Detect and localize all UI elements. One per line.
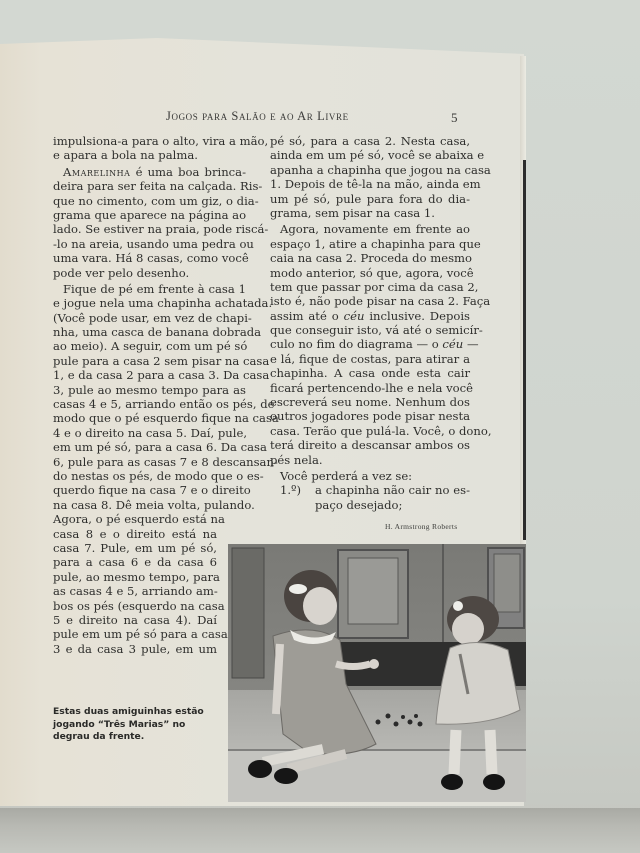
text-line: caia na casa 2. Proceda do mesmo — [270, 251, 473, 266]
text-line: 1, e da casa 2 para a casa 3. Da casa — [53, 368, 270, 383]
text-line: assim até o céu inclusive. Depois — [270, 308, 471, 323]
text-line: lado. Se estiver na praia, pode riscá- — [53, 222, 269, 237]
text-line: Agora, o pé esquerdo está na — [53, 512, 225, 527]
text-line: querdo fique na casa 7 e o direito — [53, 483, 251, 498]
text-line: ao meio). A seguir, com um pé só — [53, 339, 248, 354]
text-line: pode ver pelo desenho. — [53, 265, 190, 280]
text-line: 4 e o direito na casa 5. Daí, pule, — [53, 425, 248, 440]
text-line: que conseguir isto, vá até o semicír- — [270, 323, 483, 338]
text-line: 3 e da casa 3 pule, em um — [53, 641, 217, 656]
text-line: pule para a casa 2 sem pisar na casa — [53, 353, 270, 368]
text-line: na casa 8. Dê meia volta, pulando. — [53, 497, 255, 512]
text-line: casas 4 e 5, arriando então os pés, de — [53, 397, 275, 412]
text-line: pé só, para a casa 2. Nesta casa, — [270, 134, 470, 148]
text-line: Amarelinha é uma boa brinca- — [63, 164, 246, 179]
text-line: paço desejado; — [315, 497, 403, 512]
text-line: tem que passar por cima da casa 2, — [270, 279, 479, 294]
text-line: outros jogadores pode pisar nesta — [270, 409, 471, 424]
text-line: nha, uma casca de banana dobrada — [53, 325, 262, 340]
text-line: bos os pés (esquerdo na casa — [53, 598, 225, 613]
text-line: impulsiona-a para o alto, vira a mão, — [53, 134, 269, 148]
text-line: casa 8 e o direito está na — [53, 526, 217, 541]
right-column — [270, 134, 492, 512]
photo-caption: Estas duas amiguinhas estão jogando “Três Marias” no degrau da frente. — [53, 706, 204, 742]
text-line: chapinha. A casa onde esta cair — [270, 366, 470, 381]
text-line: casa. Terão que pulá-la. Você, o dono, — [270, 423, 492, 438]
text-line: ficará pertencendo-lhe e nela você — [270, 380, 474, 395]
text-line: grama, sem pisar na casa 1. — [270, 205, 435, 220]
text-line: deira para ser feita na calçada. Ris- — [53, 179, 263, 194]
text-line: Você perderá a vez se: — [280, 468, 413, 483]
text-line: modo que o pé esquerdo fique na casa — [53, 411, 279, 426]
text-line: modo anterior, só que, agora, você — [270, 265, 474, 280]
list-number: 1.º) — [280, 483, 302, 498]
term-ceu: céu — [343, 308, 365, 323]
text-line: ainda em um pé só, você se abaixa e — [270, 148, 485, 163]
text-line: a chapinha não cair no es- — [315, 483, 470, 498]
text-line: grama que aparece na página ao — [53, 207, 247, 222]
text-line: pule em um pé só para a casa — [53, 627, 228, 642]
text-line: casa 7. Pule, em um pé só, — [53, 540, 217, 555]
text-line: -lo na areia, usando uma pedra ou — [53, 236, 254, 251]
text-line: escreverá seu nome. Nenhum dos — [270, 395, 470, 410]
text-line: que no cimento, com um giz, o dia- — [53, 193, 259, 208]
text-line: pés nela. — [270, 452, 323, 467]
text-line: para a casa 6 e da casa 6 — [53, 555, 217, 570]
photo-credit: H. Armstrong Roberts — [385, 522, 458, 531]
page-number: 5 — [451, 110, 458, 125]
photograph-two-girls-playing — [228, 544, 526, 802]
text-line: Fique de pé em frente à casa 1 — [63, 281, 246, 296]
text-line: 5 e direito na casa 4). Daí — [53, 612, 217, 627]
running-head: Jogos para Salão e ao Ar Livre — [166, 109, 349, 123]
list-item — [270, 483, 470, 512]
text-line: espaço 1, atire a chapinha para que — [270, 236, 481, 251]
text-line: e lá, fique de costas, para atirar a — [270, 351, 470, 366]
text-line: 1. Depois de tê-la na mão, ainda em — [270, 177, 481, 192]
text-line: do nestas os pés, de modo que o es- — [53, 468, 264, 483]
text-line: e jogue nela uma chapinha achatada. — [53, 296, 273, 311]
next-page-edge — [523, 160, 526, 540]
text-line: terá direito a descansar ambos os — [270, 438, 470, 453]
text-line: (Você pode usar, em vez de chapi- — [53, 310, 252, 325]
text-line: uma vara. Há 8 casas, como você — [53, 251, 249, 266]
term-amarelinha: Amarelinha — [63, 164, 131, 179]
term-ceu: céu — [442, 337, 464, 352]
text-line: um pé só, pule para fora do dia- — [270, 191, 470, 206]
photo-illustration — [228, 544, 526, 802]
text-line: pule, ao mesmo tempo, para — [53, 569, 220, 584]
table-surface-shadow — [0, 808, 640, 853]
text-line: em um pé só, para a casa 6. Da casa — [53, 440, 267, 455]
text-line: culo no fim do diagrama — o céu — — [270, 337, 479, 352]
text-line: Agora, novamente em frente ao — [280, 222, 470, 237]
text-line: apanha a chapinha que jogou na casa — [270, 162, 491, 177]
text-line: isto é, não pode pisar na casa 2. Faça — [270, 294, 491, 309]
text-line: 3, pule ao mesmo tempo para as — [53, 382, 246, 397]
left-column — [53, 134, 279, 656]
text-line: 6, pule para as casas 7 e 8 descansan- — [53, 454, 278, 469]
text-line: e apara a bola na palma. — [53, 148, 198, 163]
text-line: as casas 4 e 5, arriando am- — [53, 584, 218, 599]
